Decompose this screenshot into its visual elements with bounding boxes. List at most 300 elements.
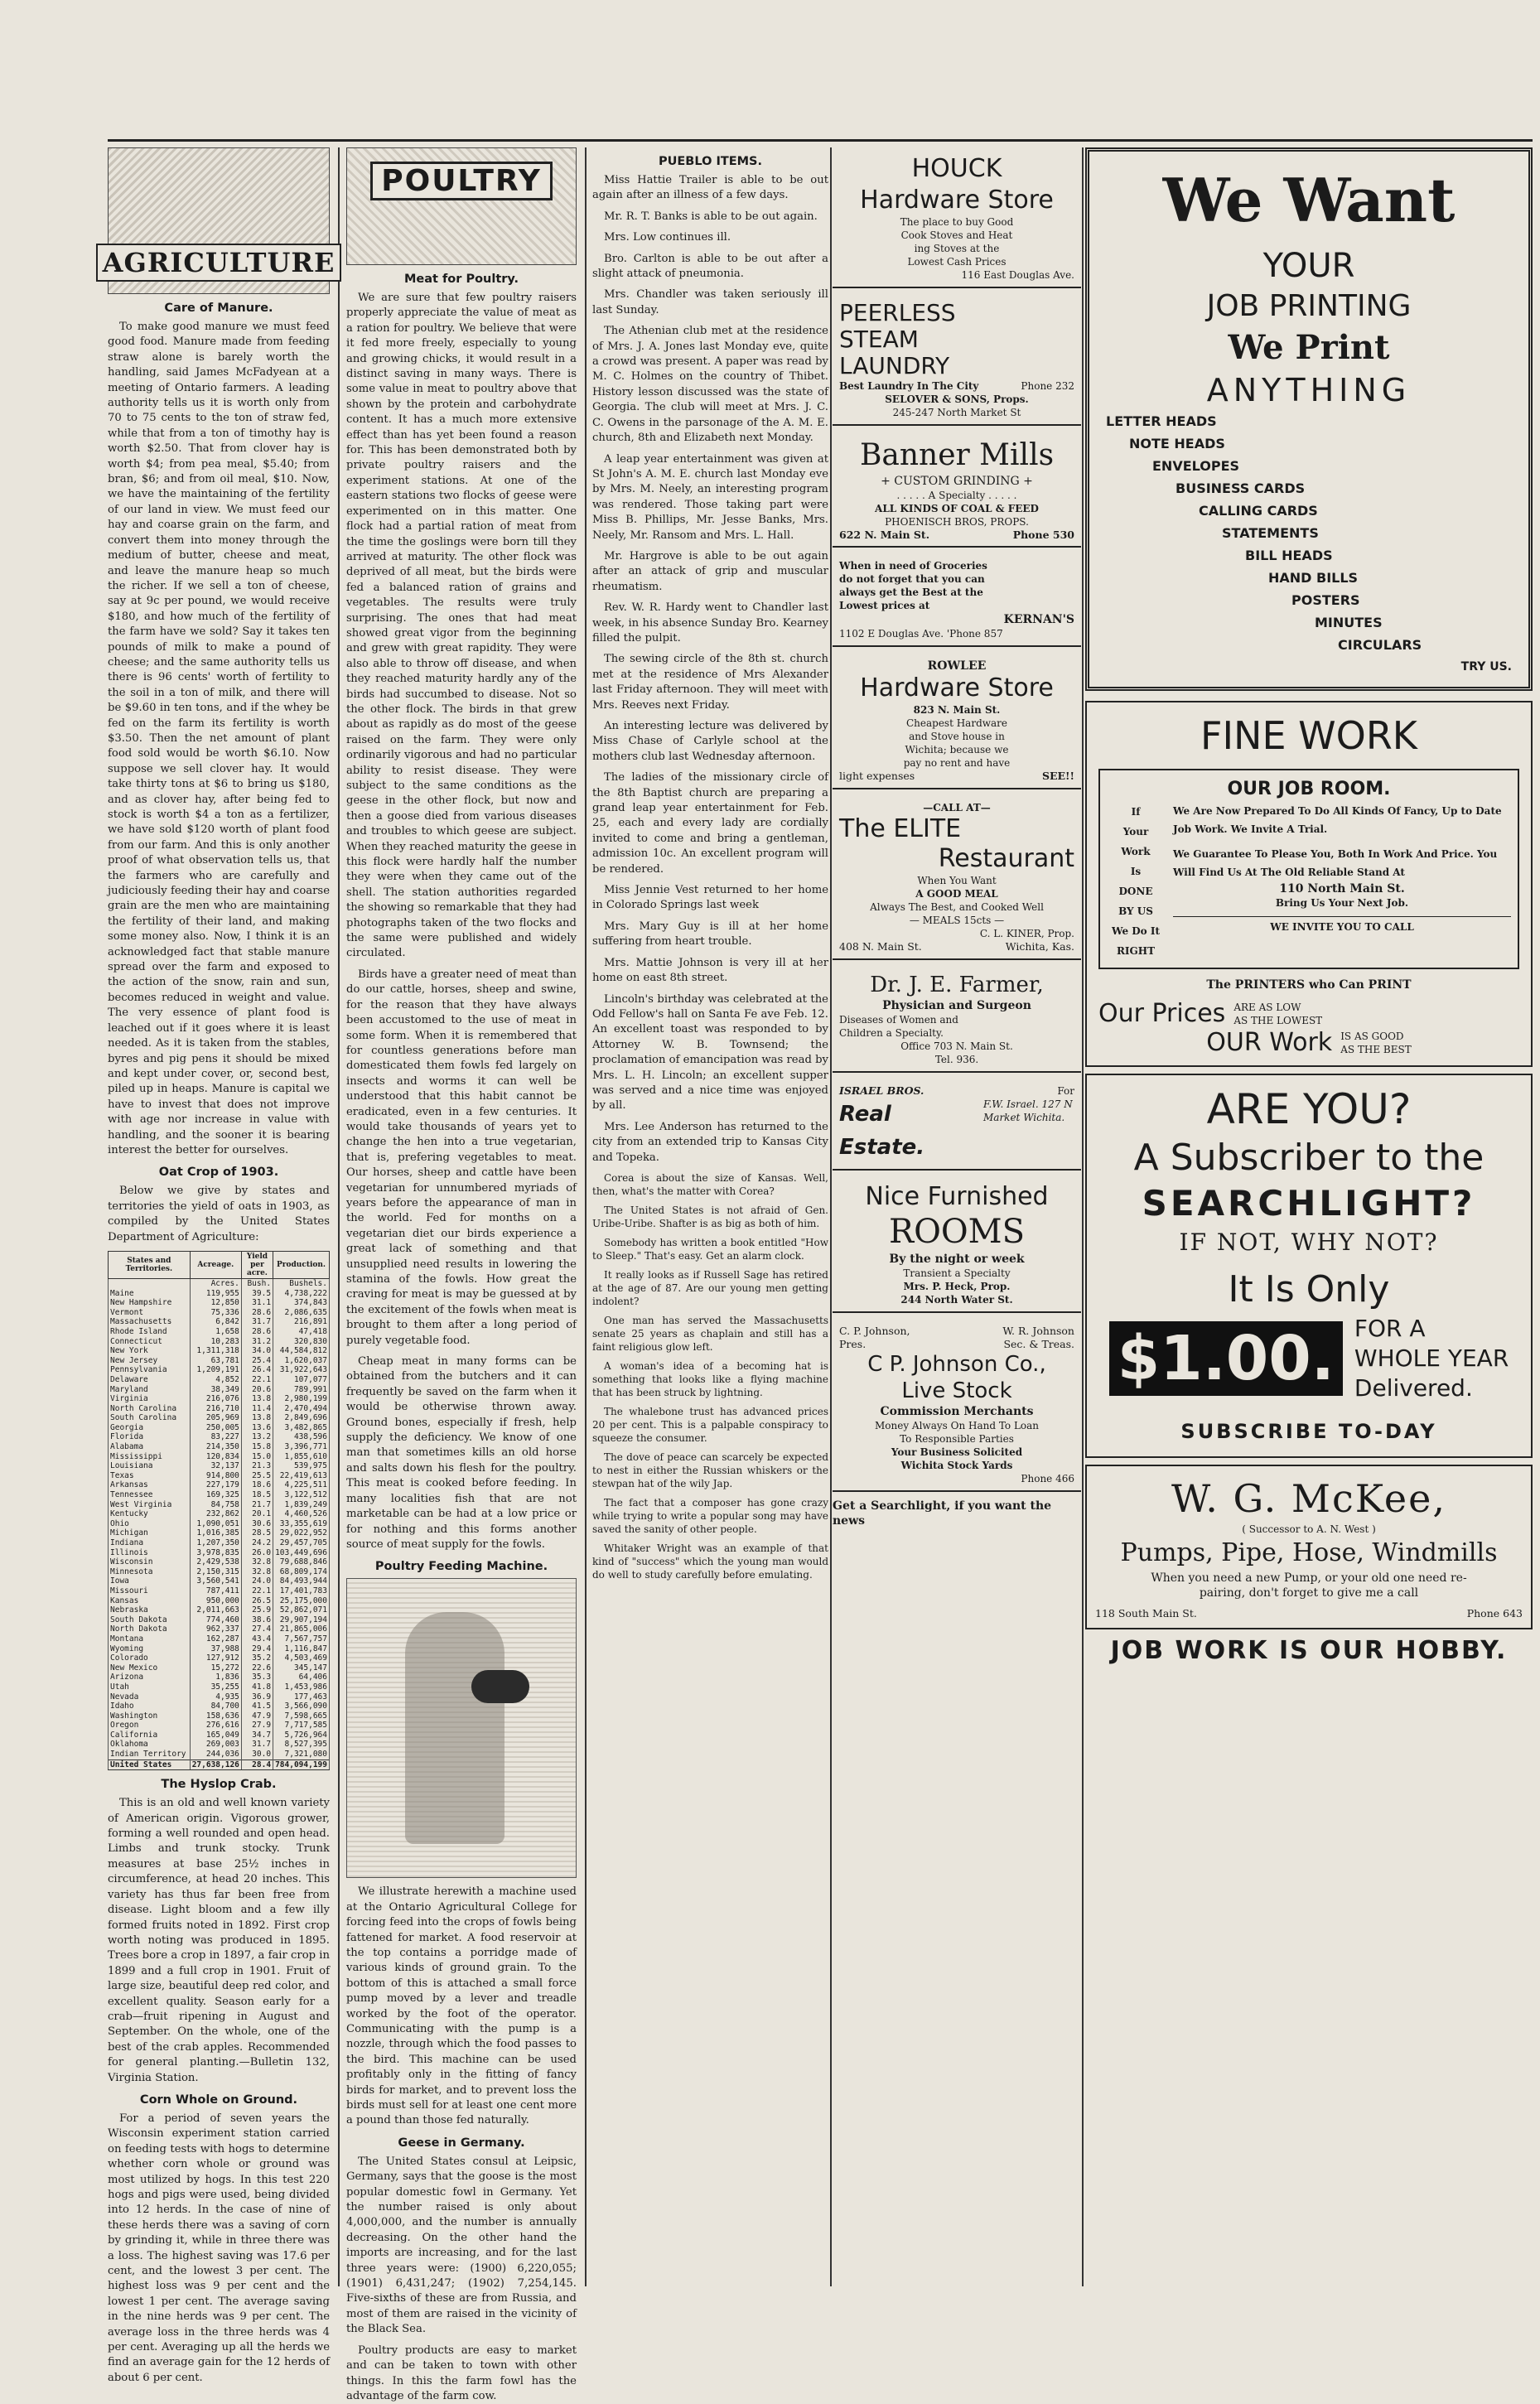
table-row (109, 1346, 330, 1356)
farmer-line: Diseases of Women and (839, 1014, 958, 1026)
johnson-sec: W. R. Johnson (1002, 1325, 1074, 1337)
table-cell: 250,005 (190, 1423, 241, 1433)
table-cell: 21,865,006 (273, 1624, 330, 1634)
table-cell: Virginia (109, 1394, 191, 1404)
side-word: If (1131, 806, 1141, 818)
print-list-item: ENVELOPES (1152, 458, 1240, 474)
meat-for-poultry-head: Meat for Poultry. (403, 273, 519, 286)
johnson-ad (833, 1320, 1081, 1492)
fine-work-text: We Guarantee To Please You, Both In Work And Price. You Will Find Us At The Old Reliable Stand At (1173, 848, 1498, 878)
johnson-commission: Commission Merchants (880, 1405, 1034, 1418)
short-item: The whalebone trust has advanced prices 20 per cent. This is a palpable conspiracy to squeeze the consumer. (592, 1405, 828, 1444)
banner-coal: ALL KINDS OF COAL & FEED (875, 503, 1039, 514)
table-cell: North Carolina (109, 1404, 191, 1414)
banner-custom: + CUSTOM GRINDING + (881, 475, 1033, 488)
table-row (109, 1337, 330, 1347)
table-cell: Maine (109, 1289, 191, 1299)
table-cell: 2,086,635 (273, 1308, 330, 1318)
table-cell: 214,350 (190, 1442, 241, 1452)
table-cell: 28.5 (241, 1528, 273, 1538)
table-cell: Florida (109, 1432, 191, 1442)
table-cell: 35.3 (241, 1673, 273, 1682)
table-cell: 950,000 (190, 1596, 241, 1606)
table-cell: 27.9 (241, 1721, 273, 1731)
fine-work-text: Bring Us Your Next Job. (1275, 897, 1409, 909)
table-row (109, 1509, 330, 1519)
table-cell: 269,003 (190, 1740, 241, 1750)
table-cell: 1,839,249 (273, 1500, 330, 1510)
table-cell: 10,283 (190, 1337, 241, 1347)
print-list-item: BUSINESS CARDS (1176, 480, 1306, 496)
table-row (109, 1365, 330, 1375)
table-cell: 24.2 (241, 1538, 273, 1548)
news-item: Lincoln's birthday was celebrated at the Odd Fellow's hall on Santa Fe ave Feb. 12. An excellent toast was responded to by Attorney W. B. Townsend; the proclamation of emancipation was read by Mrs. L. H. Lincoln; an excellent supper was served and a nice time was enjoyed by all. (592, 992, 828, 1113)
delivered-text: Delivered. (1354, 1374, 1473, 1402)
are-you-text: ARE YOU? (1206, 1085, 1412, 1133)
hyslop-crab-text: This is an old and well known variety of American origin. Vigorous grower, forming a well rounded and open head. Limbs and trunk stocky. Trunk measures at base 25½ inches in circumference, at head 20 inches. This variety has thus far been free from disease. Light bloom and a few illy formed fruits noted in 1892. First crop worth noting was produced in 1895. Trees bore a crop in 1897, a fair crop in 1899 and a full crop in 1901. Fruit of large size, beautiful deep red color, and excellent quality. Season early for a crab—fruit ripening in August and September. On the whole, one of the best of the crab apples. Recommended for general planting.—Bulletin 132, Virginia Station. (108, 1797, 330, 2084)
table-cell: 34.0 (241, 1346, 273, 1356)
table-row (109, 1404, 330, 1414)
table-cell: 31.7 (241, 1317, 273, 1327)
table-cell: Colorado (109, 1653, 191, 1663)
for-a-text: FOR A (1354, 1315, 1426, 1342)
mckee-phone: Phone 643 (1466, 1607, 1523, 1620)
table-cell: 15.8 (241, 1442, 273, 1452)
table-cell: 28.4 (241, 1760, 273, 1770)
table-cell: New Hampshire (109, 1298, 191, 1308)
rooms-transient: Transient a Specialty (903, 1267, 1011, 1279)
meat-text-3: Cheap meat in many forms can be obtained from the butchers and it can frequently be saved on the farm when it would be otherwise thrown away. Ground bones, especially if fresh, help supply the deficiency. We know of one man that sometimes kills an old horse and salts down his flesh for the poultry. This meat is cooked before feeding. In many localities fish that are not marketable can be had at a low price or for nothing and this forms another source of meat supply for the fowls. (346, 1355, 577, 1551)
lowest-text: AS THE LOWEST (1233, 1014, 1323, 1026)
column-divider (1082, 147, 1084, 2286)
table-cell: Louisiana (109, 1461, 191, 1471)
elite-meals: — MEALS 15cts — (909, 915, 1005, 926)
mckee-successor: ( Successor to A. N. West ) (1242, 1523, 1376, 1535)
table-cell: 320,830 (273, 1337, 330, 1347)
table-cell: 29,022,952 (273, 1528, 330, 1538)
news-item: Mrs. Lee Anderson has returned to the city from an extended trip to Kansas City and Topeka. (592, 1120, 828, 1164)
short-item: A woman's idea of a becoming hat is something that looks like a flying machine that has been struck by lightning. (592, 1359, 828, 1398)
table-cell: Oklahoma (109, 1740, 191, 1750)
mckee-name: W. G. McKee, (1171, 1476, 1446, 1521)
table-cell: 13.6 (241, 1423, 273, 1433)
table-cell: California (109, 1731, 191, 1740)
table-cell: 79,688,846 (273, 1557, 330, 1567)
houck-line: Lowest Cash Prices (907, 256, 1007, 268)
elite-city: Wichita, Kas. (1005, 940, 1074, 953)
table-cell: 18.5 (241, 1490, 273, 1500)
table-cell: 12,850 (190, 1298, 241, 1308)
table-cell: 216,710 (190, 1404, 241, 1414)
short-item: The fact that a composer has gone crazy while trying to write a popular song may have saved the sanity of other people. (592, 1496, 828, 1535)
table-cell: Connecticut (109, 1337, 191, 1347)
table-cell: 539,975 (273, 1461, 330, 1471)
table-row (109, 1557, 330, 1567)
table-cell: 31.7 (241, 1740, 273, 1750)
table-cell: New York (109, 1346, 191, 1356)
table-cell: Arkansas (109, 1480, 191, 1490)
corn-text: For a period of seven years the Wisconsin experiment station carried on feeding tests with hogs to determine whether corn whole or ground was most utilized by hogs. In this test 220 hogs and pigs were used, being divided into 12 herds. In the case of nine of these herds there was a saving of corn by grinding it, while in three there was a loss. The highest saving was 17.6 per cent, and the lowest 3 per cent. The highest loss was 9 per cent and the lowest 1 per cent. The average saving in the nine herds was 9 per cent. The average loss in the three herds was 4 per cent. Averaging up all the herds we find an average gain for the 12 herds of about 6 per cent. (108, 2112, 330, 2384)
table-cell: 41.8 (241, 1682, 273, 1692)
table-cell: 22,419,613 (273, 1471, 330, 1481)
houck-line: ing Stoves at the (914, 243, 1000, 254)
meat-text: We are sure that few poultry raisers properly appreciate the value of meat as a ration for poultry. We believe that were it fed more freely, especially to young and growing chicks, it would result in a distinct saving in many ways. There is some value in meat to poultry above that shown by the protein and carbohydrate content. It has a much more extensive effect than has yet been found a reason for. This has been demonstrated both by private poultry raisers and the experiment stations. At one of the eastern stations two flocks of geese were experimented on in this matter. One flock had a partial ration of meat from the time the goslings were born till they arrived at maturity. The other flock was deprived of all meat, but the birds were fed a balanced ration of grains and vegetables. The results were truly surprising. The ones that had meat showed great vigor from the beginning and grew with great rapidity. They were also able to throw off disease, and when they reached maturity hardly any of the birds had succumbed to disease. Not so the other flock. The birds in that grew about as rapidly as do most of the geese raised on the farm. They were only ordinarily vigorous and had no particular ability to resist disease. They were subject to the same conditions as the geese in the other flock, but now and then a goose died from various diseases and troubles to which geese are subject. When they reached maturity the geese in this flock were hardly half the number they were when they came out of the shell. The station authorities regarded the showing so remarkable that they had photographs taken of the two flocks and the same were published and widely circulated. (346, 292, 577, 960)
table-cell: Rhode Island (109, 1327, 191, 1337)
table-cell: 13.2 (241, 1432, 273, 1442)
pueblo-items-head: PUEBLO ITEMS. (658, 155, 763, 168)
subscriber-text: A Subscriber to the (1133, 1137, 1484, 1179)
geese-text: The United States consul at Leipsic, Germany, says that the goose is the most popular domestic fowl in Germany. Yet the number raised is only about 4,000,000, and the number is annually decreasing. On the other hand the imports are increasing, and for the last three years were: (1900) 6,220,055; (1901) 6,431,247; (1902) 7,254,145. Five-sixths of these are from Russia, and most of them are raised in the vicinity of the Black Sea. (346, 2155, 577, 2336)
table-cell: 17,401,783 (273, 1586, 330, 1596)
rooms-title: ROOMS (888, 1213, 1026, 1251)
table-cell: Delaware (109, 1375, 191, 1385)
good-text: IS AS GOOD (1340, 1030, 1404, 1042)
print-list-item: LETTER HEADS (1106, 413, 1217, 429)
table-cell: 962,337 (190, 1624, 241, 1634)
farmer-title: Physician and Surgeon (882, 999, 1031, 1012)
table-cell: 34.7 (241, 1731, 273, 1740)
table-cell: 1,453,986 (273, 1682, 330, 1692)
peerless-best: Best Laundry In The City (839, 380, 979, 392)
table-cell: 30.0 (241, 1750, 273, 1760)
table-unit (109, 1278, 191, 1288)
rowlee-name: ROWLEE (927, 659, 987, 673)
johnson-live-stock: Live Stock (901, 1378, 1012, 1403)
table-cell: 1,209,191 (190, 1365, 241, 1375)
oat-crop-head: Oat Crop of 1903. (158, 1166, 279, 1180)
table-header: States and Territories. (109, 1251, 191, 1278)
johnson-yards: Wichita Stock Yards (900, 1460, 1013, 1471)
side-word: RIGHT (1116, 945, 1156, 957)
table-cell: 438,596 (273, 1432, 330, 1442)
news-item: The ladies of the missionary circle of the 8th Baptist church are preparing a grand leap year entertainment for Feb. 25, each and every lady are cordially invited to come and bring a gentleman, admission 10c. An excellent program will be rendered. (592, 771, 828, 876)
agriculture-logo (102, 147, 336, 294)
short-item: One man has served the Massachusetts senate 25 years as chaplain and still has a faint religious glow left. (592, 1314, 828, 1353)
table-cell: 158,636 (190, 1711, 241, 1721)
table-cell: 64,406 (273, 1673, 330, 1682)
mckee-address: 118 South Main St. (1095, 1607, 1197, 1620)
table-cell: 32.8 (241, 1567, 273, 1577)
table-cell: 31.2 (241, 1337, 273, 1347)
rowlee-see: SEE!! (1041, 770, 1074, 782)
poultry-logo (346, 147, 577, 265)
print-list-item: STATEMENTS (1222, 525, 1319, 541)
houck-line: Cook Stoves and Heat (900, 229, 1013, 241)
side-word: Work (1121, 846, 1151, 857)
table-cell: Georgia (109, 1423, 191, 1433)
farmer-office: Office 703 N. Main St. (900, 1040, 1013, 1052)
table-cell: Michigan (109, 1528, 191, 1538)
subscription-ad (1085, 1074, 1533, 1458)
table-cell: Ohio (109, 1519, 191, 1529)
print-list-item: CIRCULARS (1338, 637, 1422, 653)
kernans-line: Lowest prices at (839, 600, 930, 611)
print-list-item: NOTE HEADS (1129, 436, 1225, 451)
table-cell: 7,717,585 (273, 1721, 330, 1731)
invite-text: WE INVITE YOU TO CALL (1173, 916, 1511, 934)
top-rule (108, 139, 1533, 142)
elite-prop: C. L. KINER, Prop. (979, 928, 1074, 939)
rooms-address: 244 North Water St. (900, 1294, 1013, 1306)
ads-column (833, 147, 1081, 2303)
prices-text: Our Prices (1098, 999, 1226, 1028)
print-list-item: MINUTES (1315, 615, 1383, 630)
meat-text-2: Birds have a greater need of meat than do our cattle, horses, sheep and swine, for the reason that they have always been accustomed to the use of meat in some form. When it is remembered that for countless generations before man domesticated them fowls fed largely on insects and worms it can well be understood that this habit cannot be eradicated, even in a few centuries. It would take thousands of years yet to change the hen into a true vegetarian, that is, prefering vegetables to meat. Our horses, sheep and cattle have been vegetarian for unnumbered myriads of years before the appearance of man in the world. Fed for months on a vegetarian diet our birds experience a great lack of something and that unsupplied need results in lowering the stamina of the fowls. How great the craving for meat is may be guessed at by the excitement of the fowls when meat is brought to them after a long period of purely vegetable food. (346, 968, 577, 1347)
pueblo-items-column (592, 147, 828, 2303)
table-header: Production. (273, 1251, 330, 1278)
table-cell: Wyoming (109, 1644, 191, 1654)
table-cell: 47,418 (273, 1327, 330, 1337)
side-word: We Do It (1111, 925, 1161, 937)
table-cell: 25.4 (241, 1356, 273, 1366)
table-cell: 1,836 (190, 1673, 241, 1682)
johnson-biz: Your Business Solicited (891, 1446, 1023, 1458)
printing-ads-column (1085, 147, 1533, 2303)
table-cell: 41.5 (241, 1702, 273, 1711)
corn-head: Corn Whole on Ground. (139, 2093, 298, 2107)
table-cell: 3,122,512 (273, 1490, 330, 1500)
poultry-column (346, 147, 577, 2402)
news-item: Mrs. Chandler was taken seriously ill last Sunday. (592, 288, 828, 316)
mckee-ad (1085, 1465, 1533, 1629)
table-row (109, 1624, 330, 1634)
table-cell: 63,781 (190, 1356, 241, 1366)
table-cell: 43.4 (241, 1634, 273, 1644)
table-unit: Bush. (241, 1278, 273, 1288)
peerless-phone: Phone 232 (1021, 380, 1074, 392)
table-cell: 103,449,696 (273, 1548, 330, 1558)
table-cell: 52,862,071 (273, 1605, 330, 1615)
table-cell: Wisconsin (109, 1557, 191, 1567)
fine-work-ad (1085, 701, 1533, 1067)
printers-text: The PRINTERS who Can PRINT (1206, 978, 1412, 992)
table-cell: 120,834 (190, 1452, 241, 1462)
table-cell: 177,463 (273, 1692, 330, 1702)
banner-address: 622 N. Main St. (839, 529, 930, 541)
side-word: Is (1130, 866, 1142, 877)
if-not-text: IF NOT, WHY NOT? (1179, 1229, 1439, 1256)
table-row (109, 1452, 330, 1462)
care-of-manure-text: To make good manure we must feed good food. Manure made from feeding straw alone is barely worth the handling, said James McFadyean at a meeting of Ontario farmers. A leading authority tells us it is worth only from 70 to 75 cents to the ton of straw fed, while that from a ton of timothy hay is worth $2.50. That from clover hay is worth $4; from pea meal, $5.40; from bran, $6; and from oil meal, $10. Now, we have the maintaining of the fertility of our land in view. We must feed our hay and coarse grain on the farm, and convert them into money through the medium of butter, cheese and meat, and leave the manure heap so much the richer. If we sell a ton of cheese, say at 9c per pound, we would receive $180, and how much of the fertility of the farm have we sold? Say it takes ten pounds of milk to make a pound of cheese; and the same authority tells us there is 96 cents' worth of fertility to the soil in a ton of milk, and there will be $9.60 in ten tons, and if the whey be fed on the farm its fertility is worth $3.50. Then the net amount of plant food sold would be worth $6.10. Now suppose we sell clover hay. It would take thirty tons at $6 to bring us $180, and as clover hay, after being fed to stock is worth $4 a ton as a fertilizer, we have sold $120 worth of plant food from our farm. And this is only another proof of what observation tells us, that the farmers who are carefully and judiciously feeding their hay and coarse grain are the men who are maintaining the fertility of their land, and making some money also. Now, I think it is an acknowledged fact that stable manure spread over the farm and exposed to the action of the snow, rain and sun, becomes reduced in weight and value. The very essence of plant food is leached out if it goes where it is least needed. As it is taken from the stables, byres and pig pens it should be mixed and kept under cover, or, second best, piled up in heaps. Manure is capital we have to invest that does not improve with age nor increase in value with handling, and the sooner it is bearing interest the better for ourselves. (108, 321, 330, 1156)
agriculture-column (102, 147, 336, 2384)
table-row (109, 1731, 330, 1740)
table-cell: 216,076 (190, 1394, 241, 1404)
side-word: DONE (1118, 886, 1153, 897)
news-item: An interesting lecture was delivered by Miss Chase of Carlyle school at the mothers club last Wednesday afternoon. (592, 720, 828, 763)
news-item: Rev. W. R. Hardy went to Chandler last week, in his absence Sunday Bro. Kearney filled the pulpit. (592, 601, 828, 644)
pueblo-items-list (592, 173, 828, 1166)
print-list-item: HAND BILLS (1268, 570, 1359, 586)
table-row (109, 1308, 330, 1318)
table-row (109, 1375, 330, 1385)
table-cell: 20.1 (241, 1509, 273, 1519)
table-row (109, 1750, 330, 1760)
elite-meal: A GOOD MEAL (915, 888, 998, 900)
searchlight-text: SEARCHLIGHT? (1142, 1183, 1476, 1224)
table-cell: Tennessee (109, 1490, 191, 1500)
rowlee-address: 823 N. Main St. (913, 704, 1001, 716)
johnson-pres-title: Pres. (839, 1338, 867, 1350)
johnson-money: Money Always On Hand To Loan (874, 1420, 1040, 1431)
elite-call: —CALL AT— (923, 802, 991, 813)
table-cell: 2,150,315 (190, 1567, 241, 1577)
geese-text-2: Poultry products are easy to market and can be taken to town with other things. In this the farm fowl has the advantage of the farm cow. (346, 2344, 577, 2402)
news-item: Mrs. Mary Guy is ill at her home suffering from heart trouble. (592, 920, 828, 949)
table-cell: Indian Territory (109, 1750, 191, 1760)
shorts-list (592, 1171, 828, 1581)
news-item: Mrs. Low continues ill. (604, 231, 731, 244)
table-cell: Kansas (109, 1596, 191, 1606)
table-row (109, 1423, 330, 1433)
print-list-item: BILL HEADS (1245, 548, 1333, 563)
job-work-hobby: JOB WORK IS OUR HOBBY. (1110, 1636, 1508, 1665)
table-cell: 7,598,665 (273, 1711, 330, 1721)
rooms-ad (833, 1177, 1081, 1313)
table-cell: 29,907,194 (273, 1615, 330, 1625)
table-cell: 22.1 (241, 1375, 273, 1385)
peerless-ad (833, 295, 1081, 426)
table-cell: 11.4 (241, 1404, 273, 1414)
rooms-line: Nice Furnished (865, 1182, 1049, 1211)
low-text: ARE AS LOW (1233, 1001, 1301, 1013)
table-cell: Utah (109, 1682, 191, 1692)
table-cell: 232,862 (190, 1509, 241, 1519)
table-cell: 8,527,395 (273, 1740, 330, 1750)
table-cell: 35,255 (190, 1682, 241, 1692)
table-cell: Washington (109, 1711, 191, 1721)
table-row (109, 1385, 330, 1395)
table-cell: 39.5 (241, 1289, 273, 1299)
short-item: Somebody has written a book entitled "How to Sleep." That's easy. Get an alarm clock. (592, 1236, 828, 1262)
table-cell: 4,503,469 (273, 1653, 330, 1663)
rowlee-sub: Hardware Store (860, 673, 1054, 702)
table-cell: 44,584,812 (273, 1346, 330, 1356)
table-cell: 25.9 (241, 1605, 273, 1615)
table-cell: 914,800 (190, 1471, 241, 1481)
short-item: It really looks as if Russell Sage has retired at the age of 87. Are our young men getting indolent? (592, 1268, 828, 1307)
table-cell: 21.7 (241, 1500, 273, 1510)
peerless-address: 245-247 North Market St (892, 407, 1021, 418)
table-row (109, 1528, 330, 1538)
johnson-pres: C. P. Johnson, (839, 1325, 910, 1337)
farmer-ad (833, 967, 1081, 1073)
table-cell: Oregon (109, 1721, 191, 1731)
table-cell: 276,616 (190, 1721, 241, 1731)
table-cell: 107,077 (273, 1375, 330, 1385)
table-row (109, 1413, 330, 1423)
try-us: TRY US. (1460, 660, 1512, 673)
table-row (109, 1653, 330, 1663)
oat-crop-table (108, 1251, 330, 1770)
table-cell: 21.3 (241, 1461, 273, 1471)
johnson-phone: Phone 466 (1021, 1473, 1074, 1484)
table-row (109, 1644, 330, 1654)
table-cell: Alabama (109, 1442, 191, 1452)
table-cell: 47.9 (241, 1711, 273, 1721)
geese-head: Geese in Germany. (398, 2136, 525, 2150)
table-cell: South Dakota (109, 1615, 191, 1625)
table-cell: 22.6 (241, 1663, 273, 1673)
price-text: $1.00. (1109, 1321, 1343, 1396)
israel-address: F.W. Israel. 127 N Market Wichita. (983, 1098, 1073, 1123)
table-cell: 2,849,696 (273, 1413, 330, 1423)
side-word: BY US (1118, 905, 1153, 917)
table-row (109, 1289, 330, 1299)
poultry-title: POULTRY (370, 162, 553, 200)
houck-line: The place to buy Good (900, 216, 1014, 228)
best-text: AS THE BEST (1340, 1043, 1412, 1055)
rooms-night: By the night or week (889, 1253, 1025, 1266)
table-row (109, 1586, 330, 1596)
table-cell: 13.8 (241, 1394, 273, 1404)
table-cell: 119,955 (190, 1289, 241, 1299)
table-cell: 33,355,619 (273, 1519, 330, 1529)
table-cell: 1,090,051 (190, 1519, 241, 1529)
table-cell: 6,842 (190, 1317, 241, 1327)
table-cell: 3,396,771 (273, 1442, 330, 1452)
farmer-line: Children a Specialty. (839, 1027, 944, 1039)
table-cell: 1,016,385 (190, 1528, 241, 1538)
table-row (109, 1538, 330, 1548)
table-cell: Arizona (109, 1673, 191, 1682)
searchlight-promo: Get a Searchlight, if you want the news (833, 1499, 1052, 1528)
table-cell: Missouri (109, 1586, 191, 1596)
short-item: Corea is about the size of Kansas. Well, then, what's the matter with Corea? (592, 1171, 828, 1197)
table-cell: 37,988 (190, 1644, 241, 1654)
your-text: YOUR (1262, 247, 1355, 285)
table-cell: 18.6 (241, 1480, 273, 1490)
table-row (109, 1663, 330, 1673)
table-row (109, 1461, 330, 1471)
rowlee-ad (833, 654, 1081, 789)
news-item: Miss Jennie Vest returned to her home in Colorado Springs last week (592, 884, 828, 912)
table-cell: 169,325 (190, 1490, 241, 1500)
houck-name: HOUCK (911, 154, 1002, 183)
table-cell: South Carolina (109, 1413, 191, 1423)
feeding-machine-head: Poultry Feeding Machine. (374, 1560, 548, 1574)
news-item: Mrs. Mattie Johnson is very ill at her home on east 8th street. (592, 956, 828, 985)
column-divider (830, 147, 832, 2286)
table-row (109, 1442, 330, 1452)
table-cell: 4,225,511 (273, 1480, 330, 1490)
banner-mills-ad (833, 432, 1081, 548)
table-cell: 84,700 (190, 1702, 241, 1711)
elite-sub: Restaurant (938, 844, 1074, 873)
table-cell: 36.9 (241, 1692, 273, 1702)
houck-ad (833, 147, 1081, 288)
israel-bros-ad (833, 1079, 1081, 1171)
news-item: Mr. Hargrove is able to be out again after an attack of grip and muscular rheumatism. (592, 549, 828, 593)
table-cell: 2,980,199 (273, 1394, 330, 1404)
side-word: Your (1122, 826, 1149, 838)
peerless-line: LAUNDRY (839, 352, 950, 379)
table-cell: 162,287 (190, 1634, 241, 1644)
table-cell: 84,493,944 (273, 1576, 330, 1586)
table-row (109, 1682, 330, 1692)
table-cell: 32,137 (190, 1461, 241, 1471)
table-cell: 25,175,000 (273, 1596, 330, 1606)
banner-name: Banner Mills (859, 438, 1055, 472)
table-cell: 15,272 (190, 1663, 241, 1673)
table-cell: 4,738,222 (273, 1289, 330, 1299)
table-cell: Mississippi (109, 1452, 191, 1462)
kernans-line: always get the Best at the (839, 587, 983, 598)
table-row (109, 1317, 330, 1327)
table-cell: New Jersey (109, 1356, 191, 1366)
table-cell: 3,978,835 (190, 1548, 241, 1558)
food-reservoir (471, 1670, 529, 1703)
houck-address: 116 East Douglas Ave. (961, 269, 1074, 281)
